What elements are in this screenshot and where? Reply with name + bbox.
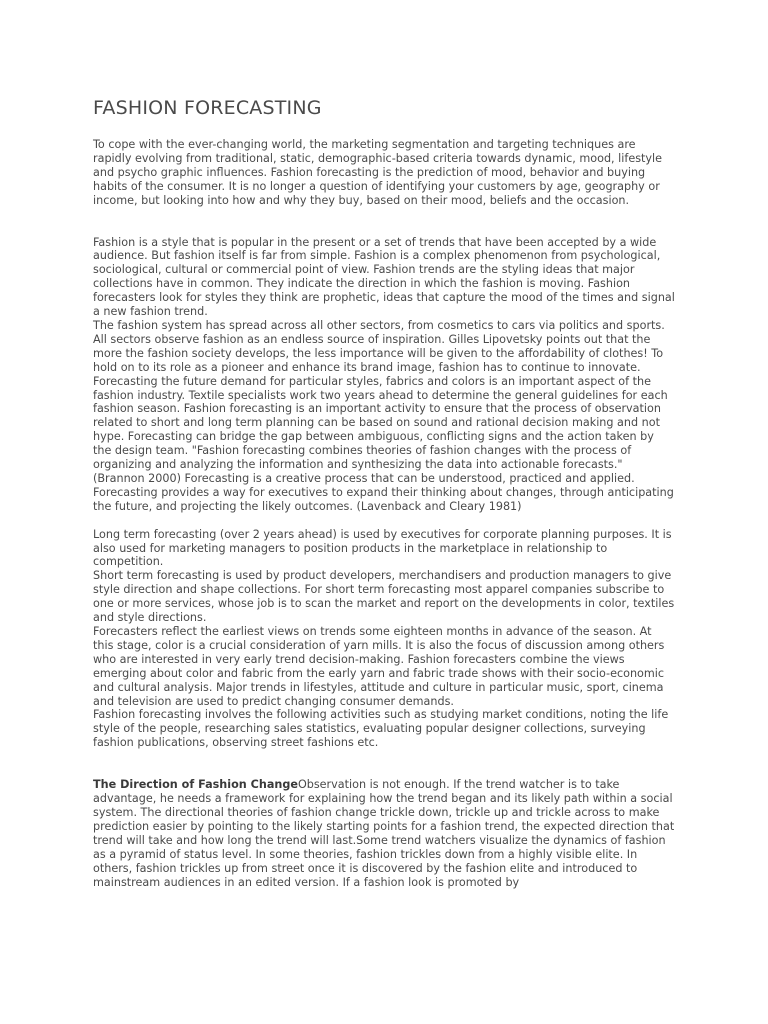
intro-paragraph: To cope with the ever-changing world, the marketing segmentation and targeting techniques are rapidly evolving from traditional, static, demographic-based criteria towards dynamic, mood, lifestyle and psycho graphic influences. Fashion forecasting is the prediction of mood, behavior and buying habits of the consumer. It is no longer a question of identifying your customers by age, geography or income, but looking into how and why they buy, based on their mood, beliefs and the occasion. [93,138,663,207]
spacer [93,750,675,778]
paragraph-short-term: Short term forecasting is used by product developers, merchandisers and production managers to give style direction and shape collections. For short term forecasting most apparel companies subscribe to one or more services, whose job is to scan the market and report on the developments in color, textiles and style directions. [93,569,675,625]
document-page [93,96,675,889]
paragraph-long-term: Long term forecasting (over 2 years ahead) is used by executives for corporate planning purposes. It is also used for marketing managers to position products in the marketplace in relationship to competition. [93,527,672,569]
paragraph-forecasters: Forecasters reflect the earliest views on trends some eighteen months in advance of the season. At this stage, color is a crucial consideration of yarn mills. It is also the focus of discussion among others who are interested in very early trend decision-making. Fashion forecasters combine the views emerging about color and fabric from the early yarn and fabric trade shows with their socio-economic and cultural analysis. Major trends in lifestyles, attitude and culture in particular music, sport, cinema and television are used to predict changing consumer demands. [93,625,665,708]
document-title: FASHION FORECASTING [93,97,322,119]
section-text: Observation is not enough. If the trend watcher is to take advantage, he needs a framework for explaining how the trend began and its likely path within a social system. The directional theories of fashion change trickle down, trickle up and trickle across to make prediction easier by pointing to the likely starting points for a fashion trend, the expected direction that trend will take and how long the trend will last.Some trend watchers visualize the dynamics of fashion as a pyramid of status level. In some theories, fashion trickles down from a highly visible elite. In others, fashion trickles up from street once it is discovered by the fashion elite and introduced to mainstream audiences in an edited version. If a fashion look is promoted by [93,778,675,889]
paragraph-forecasting-demand: Forecasting the future demand for particular styles, fabrics and colors is an important aspect of the fashion industry. Textile specialists work two years ahead to determine the general guidelines for each fashion season. Fashion forecasting is an important activity to ensure that the process of observation related to short and long term planning can be based on sound and rational decision making and not hype. Forecasting can bridge the gap between ambiguous, conflicting signs and the action taken by the design team. "Fashion forecasting combines theories of fashion changes with the process of organizing and analyzing the information and synthesizing the data into actionable forecasts." (Brannon 2000) Forecasting is a creative process that can be understood, practiced and applied. Forecasting provides a way for executives to expand their thinking about changes, through anticipating the future, and projecting the likely outcomes. (Lavenback and Cleary 1981) [93,374,674,513]
paragraph-fashion-definition: Fashion is a style that is popular in the present or a set of trends that have been accepted by a wide audience. But fashion itself is far from simple. Fashion is a complex phenomenon from psychological, sociological, cultural or commercial point of view. Fashion trends are the styling ideas that major collections have in common. They indicate the direction in which the fashion is moving. Fashion forecasters look for styles they think are prophetic, ideas that capture the mood of the times and signal a new fashion trend. [93,235,675,319]
spacer [93,514,675,528]
paragraph-fashion-system: The fashion system has spread across all other sectors, from cosmetics to cars via politics and sports. All sectors observe fashion as an endless source of inspiration. Gilles Lipovetsky points out that the more the fashion society develops, the less importance will be given to the affordability of clothes! To hold on to its role as a pioneer and enhance its brand image, fashion has to continue to innovate. [93,318,665,374]
paragraph-direction-of-change [93,778,675,889]
section-heading: The Direction of Fashion Change [93,778,298,792]
spacer [93,208,675,236]
paragraph-activities: Fashion forecasting involves the following activities such as studying market conditions, noting the life style of the people, researching sales statistics, evaluating popular designer collections, surveying fashion publications, observing street fashions etc. [93,708,669,750]
